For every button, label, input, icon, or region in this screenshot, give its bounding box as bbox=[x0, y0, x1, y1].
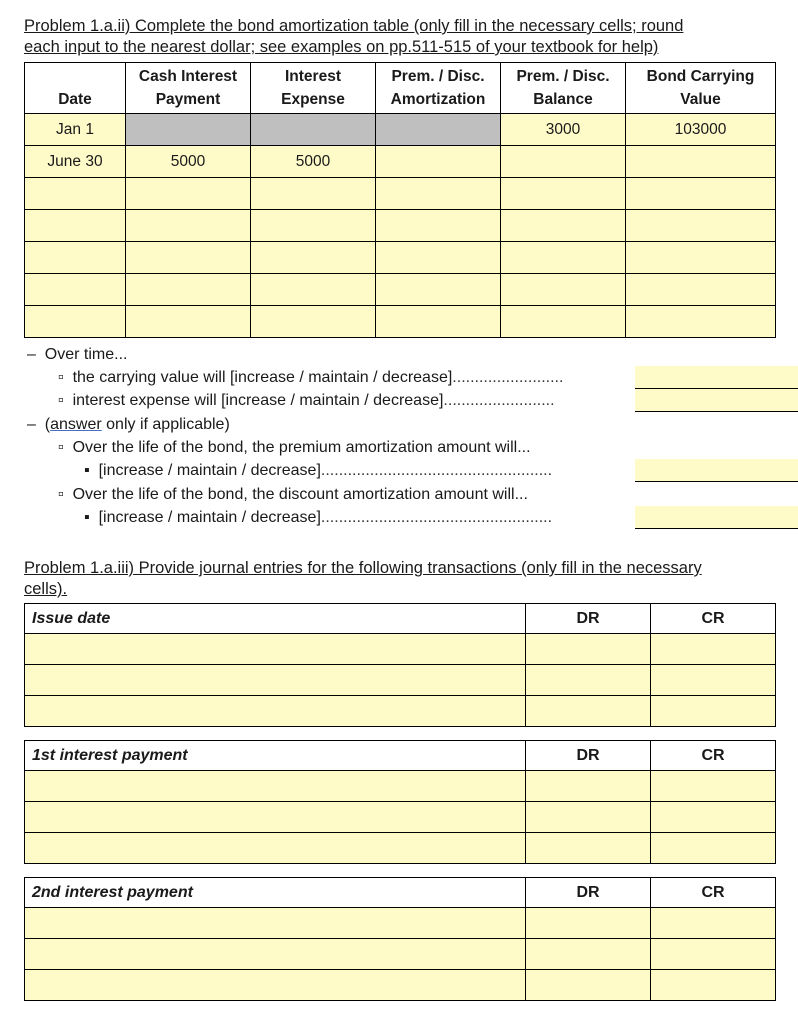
cell-date[interactable] bbox=[25, 306, 126, 338]
cell-date[interactable] bbox=[25, 242, 126, 274]
problem-3-title-line1: Problem 1.a.iii) Provide journal entries for the following transactions (only fill in the necessary bbox=[24, 559, 702, 577]
filled-square-bullet-icon: ▪ bbox=[84, 509, 99, 526]
cell-date[interactable]: June 30 bbox=[25, 146, 126, 178]
cell-carrying-value[interactable] bbox=[626, 146, 776, 178]
cr-cell[interactable] bbox=[651, 802, 776, 833]
discount-lead-line: ▫ Over the life of the bond, the discount amortization amount will... bbox=[58, 486, 528, 503]
cell-cash-interest[interactable] bbox=[126, 274, 251, 306]
cr-cell[interactable] bbox=[651, 665, 776, 696]
cell-cash-interest[interactable] bbox=[126, 210, 251, 242]
account-cell[interactable] bbox=[25, 939, 526, 970]
dr-cell[interactable] bbox=[526, 771, 651, 802]
cell-balance[interactable] bbox=[501, 210, 626, 242]
account-cell[interactable] bbox=[25, 665, 526, 696]
cell-cash-interest[interactable] bbox=[126, 306, 251, 338]
table-row bbox=[25, 114, 776, 146]
cell-carrying-value[interactable]: 103000 bbox=[626, 114, 776, 146]
table-row bbox=[25, 306, 776, 338]
premium-lead-line: ▫ Over the life of the bond, the premium amortization amount will... bbox=[58, 439, 531, 456]
table-row bbox=[25, 178, 776, 210]
question-interest-expense: ▫ interest expense will [increase / maintain / decrease]......................... bbox=[58, 392, 555, 409]
cell-carrying-value[interactable] bbox=[626, 306, 776, 338]
problem-3-title bbox=[24, 558, 784, 600]
account-cell[interactable] bbox=[25, 908, 526, 939]
account-cell[interactable] bbox=[25, 970, 526, 1001]
cell-amortization[interactable] bbox=[376, 306, 501, 338]
dr-cell[interactable] bbox=[526, 696, 651, 727]
table-row bbox=[25, 146, 776, 178]
cell-interest-expense[interactable] bbox=[251, 274, 376, 306]
cell-interest-expense[interactable]: 5000 bbox=[251, 146, 376, 178]
journal-header-row bbox=[25, 741, 776, 771]
cell-interest-expense[interactable] bbox=[251, 242, 376, 274]
square-bullet-icon: ▫ bbox=[58, 392, 73, 409]
journal-row bbox=[25, 833, 776, 864]
journal-header-row bbox=[25, 878, 776, 908]
problem-2-title-line1: Problem 1.a.ii) Complete the bond amortization table (only fill in the necessary cells; round bbox=[24, 17, 684, 35]
dr-cell[interactable] bbox=[526, 665, 651, 696]
table-row bbox=[25, 242, 776, 274]
cr-cell[interactable] bbox=[651, 970, 776, 1001]
table-row bbox=[25, 274, 776, 306]
square-bullet-icon: ▫ bbox=[58, 439, 73, 456]
amortization-header-row bbox=[25, 63, 776, 114]
header-balance: Prem. / Disc. Balance bbox=[501, 63, 626, 114]
cell-cash-interest bbox=[126, 114, 251, 146]
question-carrying-value: ▫ the carrying value will [increase / maintain / decrease]......................... bbox=[58, 369, 564, 386]
journal-row bbox=[25, 970, 776, 1001]
account-cell[interactable] bbox=[25, 771, 526, 802]
problem-2-title bbox=[24, 16, 784, 58]
cell-interest-expense bbox=[251, 114, 376, 146]
cell-cash-interest[interactable] bbox=[126, 242, 251, 274]
cell-balance[interactable] bbox=[501, 178, 626, 210]
cell-carrying-value[interactable] bbox=[626, 178, 776, 210]
cr-cell[interactable] bbox=[651, 833, 776, 864]
cell-cash-interest[interactable] bbox=[126, 178, 251, 210]
answer-field-premium-amortization[interactable] bbox=[635, 459, 798, 482]
problem-3-title-line2: cells). bbox=[24, 580, 68, 598]
journal-row bbox=[25, 634, 776, 665]
header-cash-interest-payment: Cash Interest Payment bbox=[126, 63, 251, 114]
question-discount-amortization: ▪ [increase / maintain / decrease].................................................... bbox=[84, 509, 553, 526]
cr-cell[interactable] bbox=[651, 634, 776, 665]
cell-date: Jan 1 bbox=[25, 114, 126, 146]
journal-label: 2nd interest payment bbox=[25, 878, 526, 908]
cell-amortization[interactable] bbox=[376, 178, 501, 210]
answer-note-line: – (answer only if applicable) bbox=[27, 416, 230, 433]
cell-balance[interactable] bbox=[501, 306, 626, 338]
journal-label: Issue date bbox=[25, 604, 526, 634]
answer-field-carrying-value[interactable] bbox=[635, 366, 798, 389]
cell-amortization[interactable] bbox=[376, 146, 501, 178]
journal-row bbox=[25, 771, 776, 802]
cell-interest-expense[interactable] bbox=[251, 210, 376, 242]
question-premium-amortization: ▪ [increase / maintain / decrease].................................................... bbox=[84, 462, 553, 479]
cr-cell[interactable] bbox=[651, 696, 776, 727]
journal-row bbox=[25, 908, 776, 939]
over-time-line: – Over time... bbox=[27, 346, 128, 363]
header-carrying-value: Bond Carrying Value bbox=[626, 63, 776, 114]
dash-marker: – bbox=[27, 346, 45, 363]
cell-date[interactable] bbox=[25, 274, 126, 306]
cell-interest-expense[interactable] bbox=[251, 306, 376, 338]
dr-cell[interactable] bbox=[526, 970, 651, 1001]
header-interest-expense: Interest Expense bbox=[251, 63, 376, 114]
cell-date[interactable] bbox=[25, 178, 126, 210]
cell-date[interactable] bbox=[25, 210, 126, 242]
cell-amortization bbox=[376, 114, 501, 146]
dr-cell[interactable] bbox=[526, 939, 651, 970]
cell-balance[interactable]: 3000 bbox=[501, 114, 626, 146]
account-cell[interactable] bbox=[25, 634, 526, 665]
square-bullet-icon: ▫ bbox=[58, 369, 73, 386]
journal-header-row bbox=[25, 604, 776, 634]
dr-header: DR bbox=[526, 741, 651, 771]
account-cell[interactable] bbox=[25, 802, 526, 833]
journal-table-1st-interest bbox=[24, 740, 776, 864]
cr-header: CR bbox=[651, 878, 776, 908]
cell-balance[interactable] bbox=[501, 242, 626, 274]
journal-row bbox=[25, 939, 776, 970]
dr-cell[interactable] bbox=[526, 634, 651, 665]
dr-cell[interactable] bbox=[526, 802, 651, 833]
filled-square-bullet-icon: ▪ bbox=[84, 462, 99, 479]
journal-table-issue-date bbox=[24, 603, 776, 727]
square-bullet-icon: ▫ bbox=[58, 486, 73, 503]
dr-header: DR bbox=[526, 878, 651, 908]
cell-amortization[interactable] bbox=[376, 210, 501, 242]
answer-field-interest-expense[interactable] bbox=[635, 389, 798, 412]
cell-carrying-value[interactable] bbox=[626, 274, 776, 306]
dr-cell[interactable] bbox=[526, 908, 651, 939]
cell-cash-interest[interactable]: 5000 bbox=[126, 146, 251, 178]
dash-marker: – bbox=[27, 416, 45, 433]
cell-amortization[interactable] bbox=[376, 242, 501, 274]
header-amortization: Prem. / Disc. Amortization bbox=[376, 63, 501, 114]
cell-balance[interactable] bbox=[501, 274, 626, 306]
journal-table-2nd-interest bbox=[24, 877, 776, 1001]
cell-balance[interactable] bbox=[501, 146, 626, 178]
journal-row bbox=[25, 802, 776, 833]
journal-row bbox=[25, 665, 776, 696]
cr-cell[interactable] bbox=[651, 908, 776, 939]
table-row bbox=[25, 210, 776, 242]
dr-header: DR bbox=[526, 604, 651, 634]
cell-carrying-value[interactable] bbox=[626, 210, 776, 242]
cr-cell[interactable] bbox=[651, 771, 776, 802]
cr-header: CR bbox=[651, 741, 776, 771]
journal-label: 1st interest payment bbox=[25, 741, 526, 771]
account-cell[interactable] bbox=[25, 696, 526, 727]
amortization-table bbox=[24, 62, 776, 338]
cell-interest-expense[interactable] bbox=[251, 178, 376, 210]
dr-cell[interactable] bbox=[526, 833, 651, 864]
account-cell[interactable] bbox=[25, 833, 526, 864]
cell-amortization[interactable] bbox=[376, 274, 501, 306]
header-date: Date bbox=[25, 63, 126, 114]
journal-row bbox=[25, 696, 776, 727]
cell-carrying-value[interactable] bbox=[626, 242, 776, 274]
cr-header: CR bbox=[651, 604, 776, 634]
answer-field-discount-amortization[interactable] bbox=[635, 506, 798, 529]
problem-2-title-line2: each input to the nearest dollar; see examples on pp.511-515 of your textbook for help) bbox=[24, 38, 659, 56]
cr-cell[interactable] bbox=[651, 939, 776, 970]
